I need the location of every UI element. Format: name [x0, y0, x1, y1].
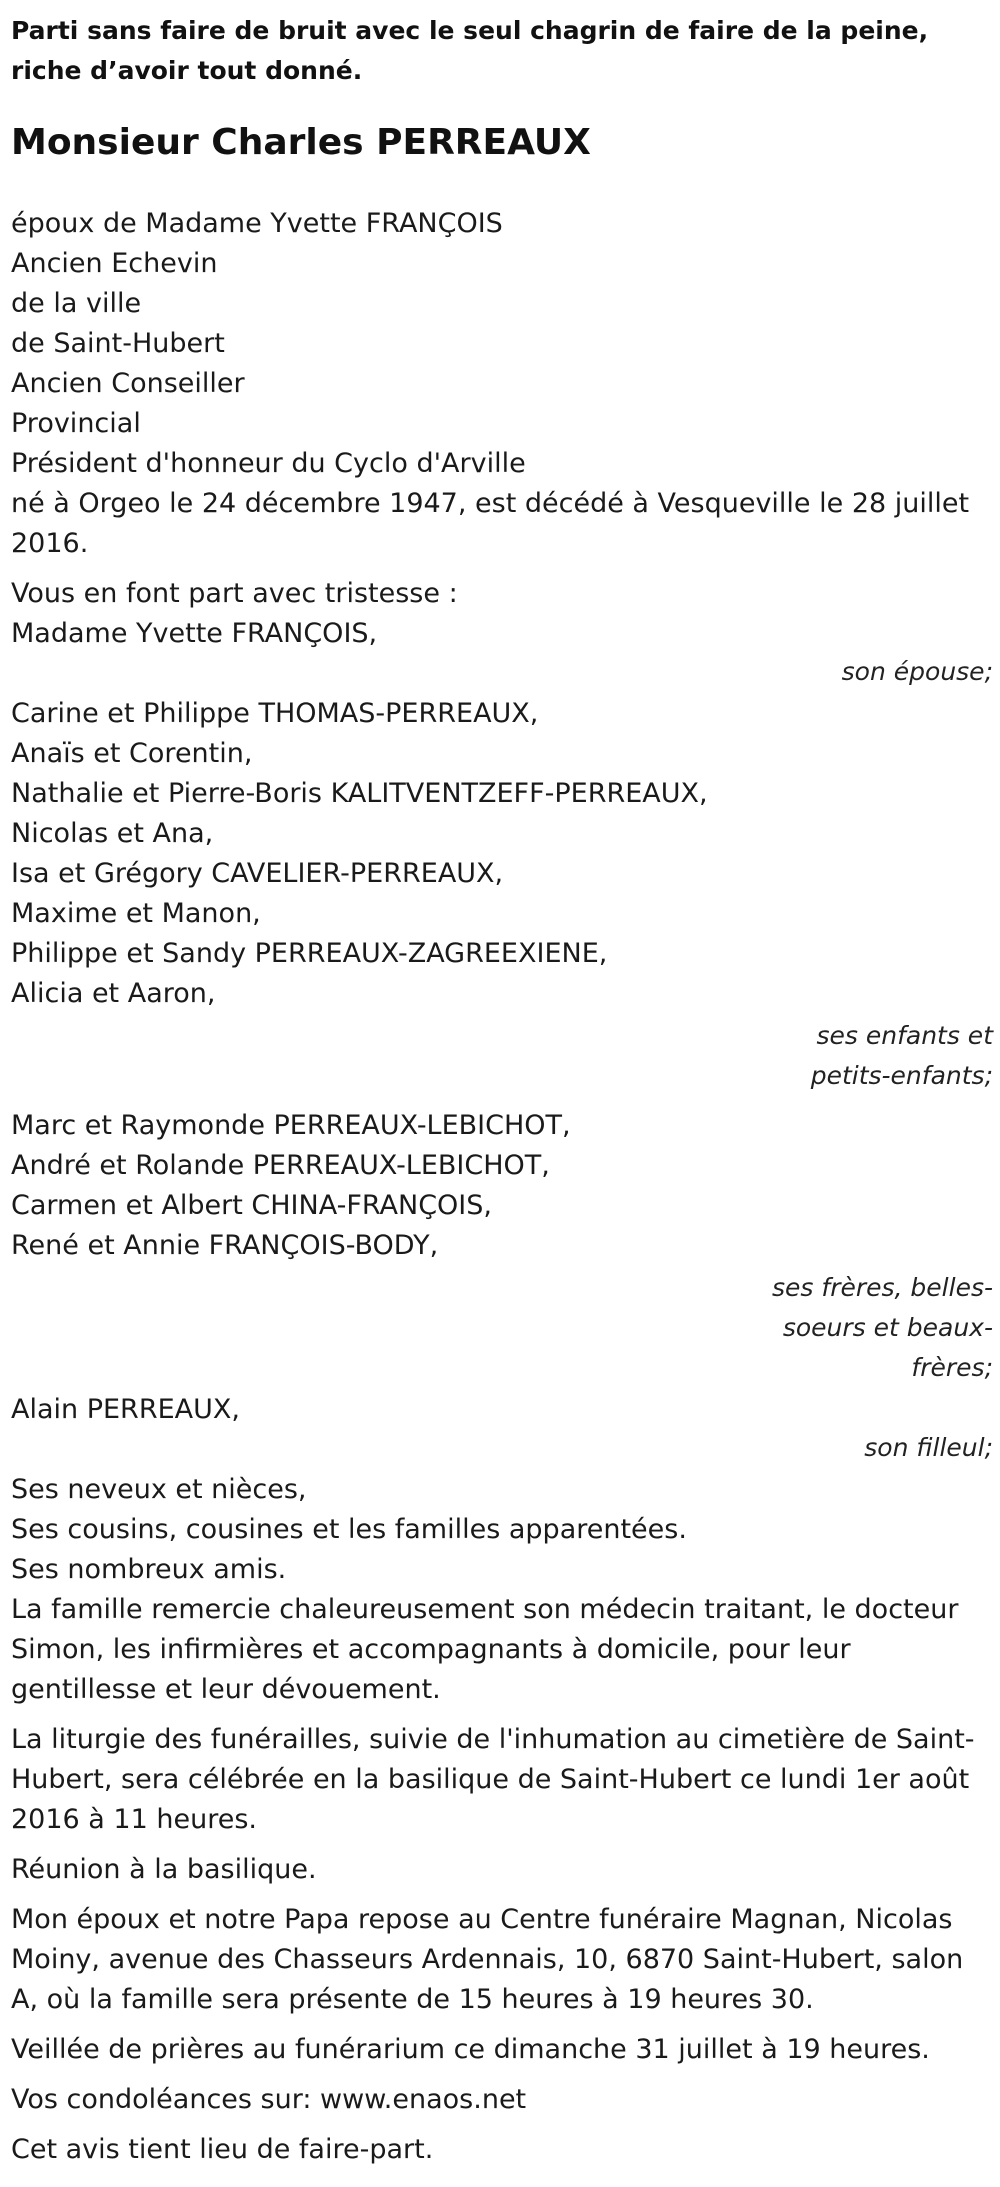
title-line: de Saint-Hubert	[11, 328, 225, 359]
family-line: Carmen et Albert CHINA-FRANÇOIS,	[11, 1190, 492, 1221]
family-line: Nathalie et Pierre-Boris KALITVENTZEFF-PERREAUX,	[11, 778, 708, 809]
family-line: Nicolas et Ana,	[11, 818, 214, 849]
title-line: Provincial	[11, 408, 141, 439]
role-line: petits-enfants;	[810, 1061, 993, 1090]
announce-block	[11, 574, 993, 654]
role-line: ses enfants et	[816, 1021, 993, 1050]
family-line: Anaïs et Corentin,	[11, 738, 253, 769]
title-line: de la ville	[11, 288, 142, 319]
liturgy-paragraph: La liturgie des funérailles, suivie de l'inhumation au cimetière de Saint-Hubert, sera célébrée en la basilique de Saint-Hubert ce lundi 1er août 2016 à 11 heures.	[11, 1724, 975, 1835]
spouse-role: son épouse;	[841, 657, 993, 686]
family-line: Ses neveux et nièces,	[11, 1474, 307, 1505]
title-line: Président d'honneur du Cyclo d'Arville	[11, 448, 526, 479]
obituary-notice	[11, 0, 993, 2180]
title-line: Ancien Echevin	[11, 248, 218, 279]
godson-role: son filleul;	[864, 1433, 993, 1462]
intro-quote: Parti sans faire de bruit avec le seul chagrin de faire de la peine, riche d’avoir tout donné.	[11, 16, 929, 85]
announce-intro: Vous en font part avec tristesse :	[11, 578, 458, 609]
others-block	[11, 1470, 993, 1590]
vigil-paragraph: Veillée de prières au funérarium ce dimanche 31 juillet à 19 heures.	[11, 2034, 930, 2065]
family-line: Maxime et Manon,	[11, 898, 261, 929]
condolences-paragraph: Vos condoléances sur: www.enaos.net	[11, 2084, 527, 2115]
godson-block	[11, 1390, 993, 1430]
godson-name: Alain PERREAUX,	[11, 1394, 240, 1425]
deceased-name: Monsieur Charles PERREAUX	[11, 122, 591, 163]
title-line: Ancien Conseiller	[11, 368, 245, 399]
family-line: Marc et Raymonde PERREAUX-LEBICHOT,	[11, 1110, 571, 1141]
role-line: soeurs et beaux-	[782, 1313, 993, 1342]
family-line: Alicia et Aaron,	[11, 978, 216, 1009]
family-line: Ses cousins, cousines et les familles apparentées.	[11, 1514, 687, 1545]
notice-paragraph: Cet avis tient lieu de faire-part.	[11, 2134, 434, 2165]
family-line: Carine et Philippe THOMAS-PERREAUX,	[11, 698, 539, 729]
family-line: René et Annie FRANÇOIS-BODY,	[11, 1230, 439, 1261]
repose-paragraph: Mon époux et notre Papa repose au Centre funéraire Magnan, Nicolas Moiny, avenue des Chasseurs Ardennais, 10, 6870 Saint-Hubert, salon A, où la famille sera présente de 15 heures à 19 heures 30.	[11, 1904, 964, 2015]
meeting-paragraph: Réunion à la basilique.	[11, 1854, 317, 1885]
siblings-role	[11, 1268, 993, 1388]
role-line: ses frères, belles-	[772, 1273, 993, 1302]
title-line: époux de Madame Yvette FRANÇOIS	[11, 208, 503, 239]
children-block	[11, 694, 993, 1014]
children-role	[11, 1016, 993, 1096]
role-line: frères;	[911, 1353, 993, 1382]
thanks-paragraph: La famille remercie chaleureusement son médecin traitant, le docteur Simon, les infirmières et accompagnants à domicile, pour leur gentillesse et leur dévouement.	[11, 1594, 959, 1705]
titles-block	[11, 204, 993, 484]
birth-death-statement: né à Orgeo le 24 décembre 1947, est décédé à Vesqueville le 28 juillet 2016.	[11, 488, 970, 559]
spouse-name: Madame Yvette FRANÇOIS,	[11, 618, 378, 649]
family-line: Philippe et Sandy PERREAUX-ZAGREEXIENE,	[11, 938, 608, 969]
siblings-block	[11, 1106, 993, 1266]
family-line: Isa et Grégory CAVELIER-PERREAUX,	[11, 858, 504, 889]
family-line: André et Rolande PERREAUX-LEBICHOT,	[11, 1150, 550, 1181]
family-line: Ses nombreux amis.	[11, 1554, 287, 1585]
